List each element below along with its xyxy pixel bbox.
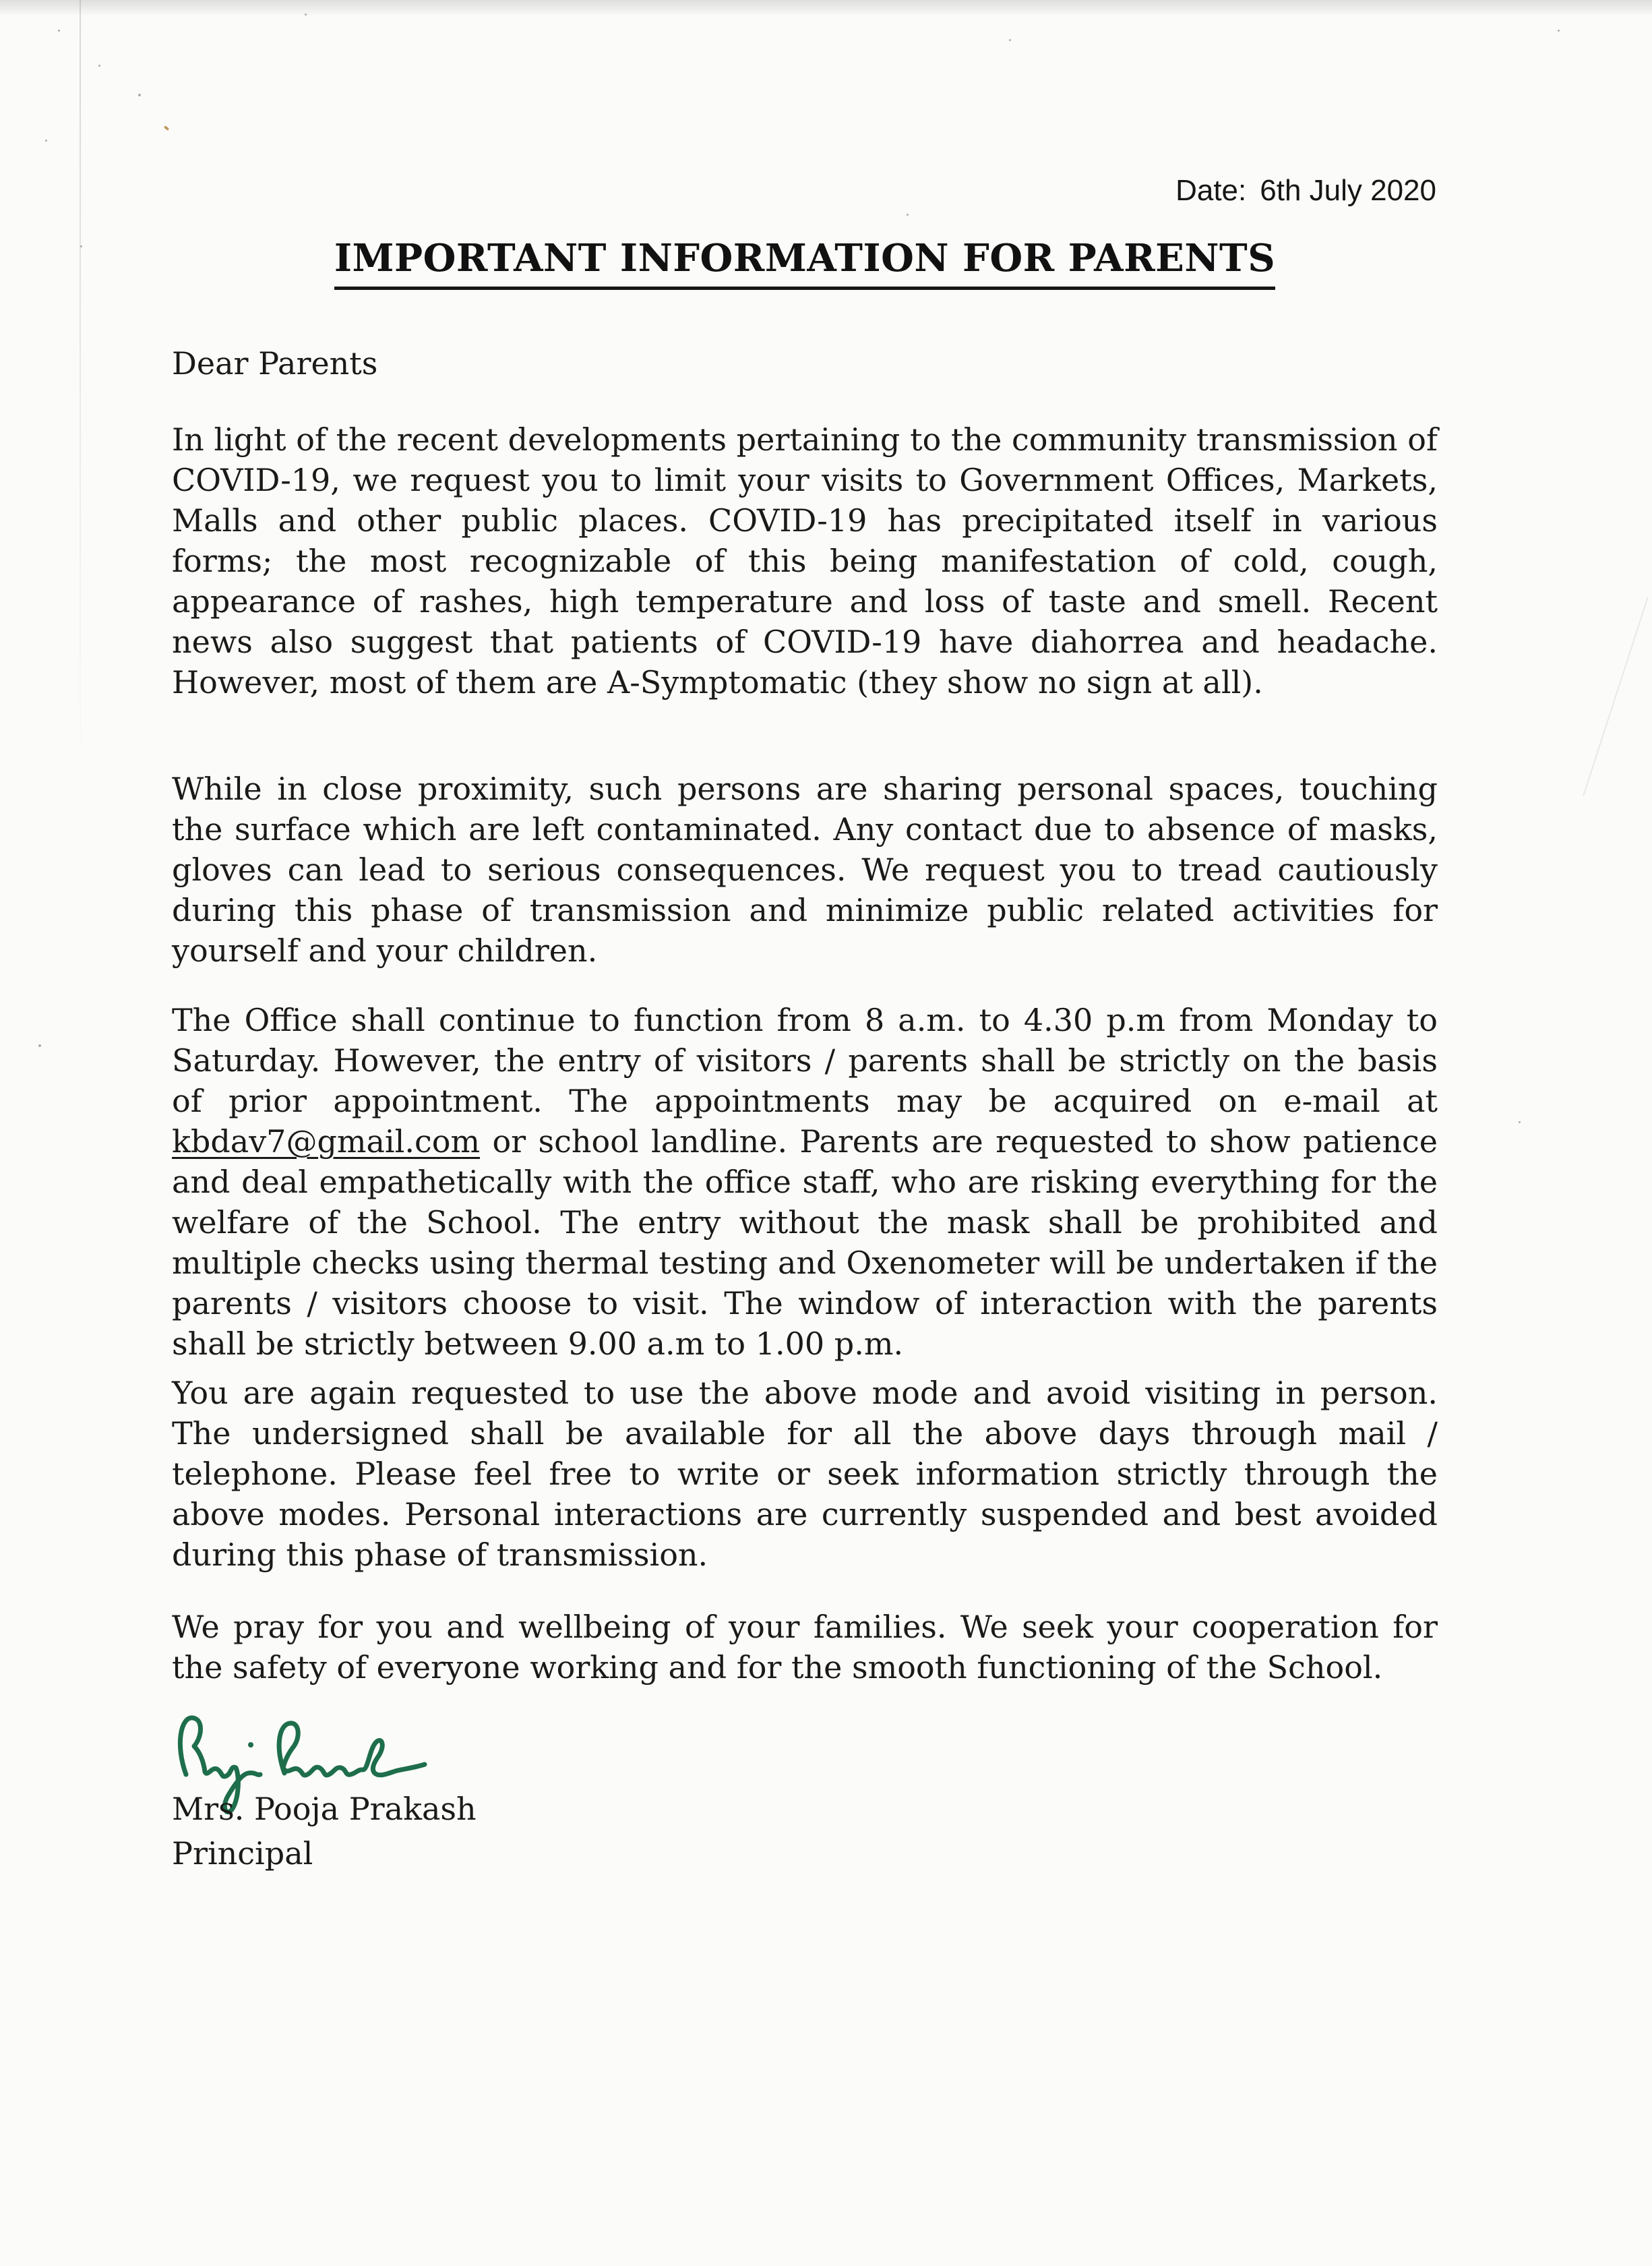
paragraph-office-hours (172, 1000, 1438, 1364)
salutation: Dear Parents (172, 345, 378, 382)
date-value: 6th July 2020 (1260, 174, 1436, 207)
signatory-role: Principal (172, 1835, 313, 1872)
scan-speck (38, 1044, 41, 1047)
paragraph-office-hours-text-after: or school landline. Parents are requested to show patience and deal empathetically with the office staff, who are risking everything for the welfare of the School. The entry without the mask shall be prohibited and multiple checks using thermal testing and Oxenometer will be undertaken if the parents / visitors choose to visit. The window of interaction with the parents shall be strictly between 9.00 a.m to 1.00 p.m. (172, 1123, 1438, 1362)
paragraph-office-hours-text: The Office shall continue to function from 8 a.m. to 4.30 p.m from Monday to Saturday. However, the entry of visitors / parents shall be strictly on the basis of prior appointment. The appointments may be acquired on e-mail at (172, 1002, 1438, 1119)
paragraph-precautions: While in close proximity, such persons are sharing personal spaces, touching the surface which are left contaminated. Any contact due to absence of masks, gloves can lead to serious consequences. We request you to tread cautiously during this phase of transmission and minimize public related activities for yourself and your children. (172, 771, 1438, 969)
scan-speck (138, 94, 141, 96)
scan-speck (98, 65, 100, 67)
signatory-name: Mrs. Pooja Prakash (172, 1791, 477, 1827)
paragraph-contact-modes: You are again requested to use the above mode and avoid visiting in person. The undersigned shall be available for all the above days through mail / telephone. Please feel free to write or seek information strictly through the above modes. Personal interactions are currently suspended and best avoided during this phase of transmission. (172, 1375, 1438, 1573)
scan-crease-line-right (1583, 597, 1649, 796)
paragraph-covid-symptoms: In light of the recent developments pertaining to the community transmission of COVID-19, we request you to limit your visits to Government Offices, Markets, Malls and other public places. COVID-19 has precipitated itself in various forms; the most recognizable of this being manifestation of cold, cough, appearance of rashes, high temperature and loss of taste and smell. Recent news also suggest that patients of COVID-19 have diahorrea and headache. However, most of them are A-Symptomatic (they show no sign at all). (172, 421, 1438, 700)
scan-speck (58, 30, 60, 32)
scan-speck (907, 214, 909, 216)
scan-speck (164, 125, 170, 131)
scan-speck (45, 140, 47, 142)
scan-speck (1558, 30, 1560, 32)
letter-title-text: IMPORTANT INFORMATION FOR PARENTS (334, 236, 1275, 290)
scan-crease-line (80, 0, 81, 785)
date-label: Date: (1175, 174, 1247, 207)
scan-speck (80, 245, 82, 247)
scan-speck (305, 13, 307, 16)
paragraph-closing: We pray for you and wellbeing of your families. We seek your cooperation for the safety of everyone working and for the smooth functioning of the School. (172, 1609, 1438, 1686)
email-link: kbdav7@gmail.com (172, 1123, 481, 1160)
date-line (1175, 174, 1436, 208)
signature-i-dot (248, 1742, 253, 1748)
scan-speck (1519, 1121, 1521, 1123)
scan-speck (1009, 39, 1011, 41)
letter-title (172, 236, 1438, 280)
